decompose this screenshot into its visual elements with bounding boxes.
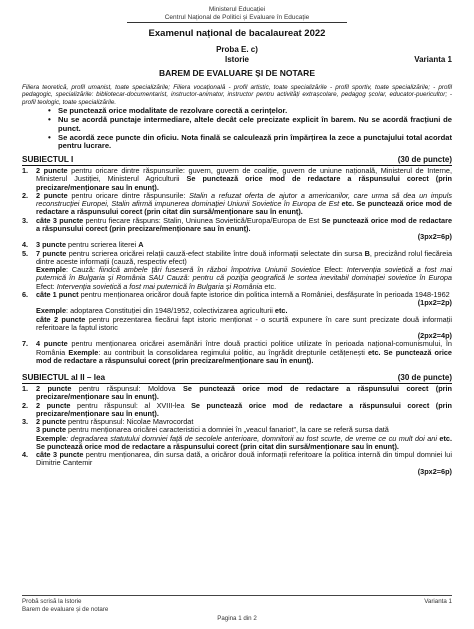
grading-item [22, 340, 452, 365]
item-text: pentru menționarea oricărei caracteristici a domniei în „veacul fanariot”, la care se referă sursa dată [66, 425, 389, 435]
grading-item [22, 418, 452, 451]
points-text: 3 puncte [36, 425, 67, 435]
grading-item [22, 217, 452, 242]
ministry-name: Ministerul Educației [208, 6, 266, 13]
example-text: : au contribuit la consolidarea regimului politic, au îngrădit drepturile cetățenești [98, 347, 368, 357]
item-note: etc. Se punctează orice mod de redactare a răspunsului corect (prin citat din sursă/menționare sau în enunț). [36, 433, 452, 451]
item-text: pentru menționarea oricăror două fapte istorice din politica internă a României, desfășurate în perioada 1948-1962 [78, 289, 450, 299]
footer-varianta: Varianta 1 [424, 598, 452, 605]
item-text: pentru răspunsul: Moldova [71, 384, 183, 394]
item-text: pentru fiecare răspuns: Stalin, Uniunea Sovietică/Europa/Europa de Est [83, 215, 322, 225]
section-2-items [22, 385, 452, 476]
rule-item: • Nu se acordă punctaje intermediare, altele decât cele precizate explicit în barem. Nu se acordă fracțiuni de punct. [48, 116, 452, 134]
section-points: (30 de puncte) [397, 373, 452, 383]
example-etc: etc. [274, 306, 288, 316]
section-1-items [22, 167, 452, 365]
grading-item [22, 167, 452, 192]
item-text: pentru scrierea oricărei relații cauză-efect stabilite între două informații selectate din sursa [66, 248, 365, 258]
item-text: pentru oricare dintre răspunsurile: [67, 190, 190, 200]
item-number: 2. [22, 400, 29, 410]
item-quote: , Stalin afirmă impunerea dominației Uniunii Sovietice în Europa de Est [106, 199, 342, 209]
example-text: etc. [262, 281, 277, 291]
section-header-1 [22, 155, 452, 166]
points-text: câte 2 puncte [36, 314, 86, 324]
example-label: Exemple [36, 306, 67, 316]
item-number: 5. [22, 248, 29, 258]
points-text: câte 3 puncte [36, 450, 84, 460]
page-number: Pagina 1 din 2 [217, 615, 257, 622]
item-number: 4. [22, 450, 29, 460]
proba-row [22, 45, 452, 65]
example-text: : adoptarea Constituției din 1948/1952, colectivizarea agriculturii [66, 306, 275, 316]
points-text: 7 puncte [36, 248, 67, 258]
source-letter: B [364, 248, 370, 258]
center-name: Centrul Național de Politici și Evaluare în Educație [127, 14, 347, 23]
subject-label: Istorie [224, 55, 249, 64]
section-title: SUBIECTUL I [22, 155, 74, 165]
item-answer: A [138, 240, 144, 250]
grading-item [22, 291, 452, 341]
points-text: câte 3 puncte [36, 215, 84, 225]
item-number: 3. [22, 215, 29, 225]
points-formula: (3px2=6p) [417, 466, 452, 476]
barem-title: BAREM DE EVALUARE ȘI DE NOTARE [158, 68, 315, 78]
rules-list [48, 107, 452, 151]
points-text: 2 puncte [36, 190, 68, 200]
proba-label: Proba E. c) [216, 45, 258, 54]
example-label: Exemple [68, 347, 99, 357]
grading-item [22, 385, 452, 402]
points-text: 2 puncte [36, 166, 68, 176]
example-label: Exemple [36, 433, 67, 443]
item-note: etc. Se punctează orice mod de redactare a răspunsului corect (prin citat din sursă/menționare sau în enunț). [36, 199, 452, 217]
example-quote: Intervenția sovietică a fost mai puternică în Bulgaria și România [56, 281, 263, 291]
item-number: 7. [22, 339, 29, 349]
varianta-label: Varianta 1 [414, 55, 452, 64]
points-formula: (2px2=4p) [417, 331, 452, 341]
item-text: pentru prezentarea fiecărui fapt istoric menționat - o scurtă expunere în care sunt precizate două informații referitoare la faptul istoric [36, 314, 452, 332]
item-text: pentru răspunsul: Nicolae Mavrocordat [66, 417, 194, 427]
example-label: Exemple [36, 265, 67, 275]
grading-item [22, 451, 452, 476]
item-note: etc. Se punctează orice mod de redactare a răspunsului corect (prin precizare/menționare sau în enunț). [36, 347, 452, 365]
points-text: 2 puncte [36, 384, 72, 394]
example-text: : Cauză: [66, 265, 99, 275]
example-text: Efect: [36, 281, 57, 291]
item-quote: Stalin a refuzat oferta de ajutor a americanilor, care urma să dea un impuls reconstrucției Europei [36, 190, 452, 209]
item-number: 2. [22, 190, 29, 200]
item-number: 3. [22, 417, 29, 427]
footer-subject: Probă scrisă la Istorie [22, 598, 82, 605]
points-formula: (1px2=2p) [417, 298, 452, 308]
footer-doc-type: Barem de evaluare și de notare [22, 605, 109, 613]
points-text: câte 1 punct [36, 289, 79, 299]
points-text: 4 puncte [36, 339, 68, 349]
item-text: pentru scrierea literei [66, 240, 139, 250]
points-text: 2 puncte [36, 417, 67, 427]
item-note: Se punctează orice mod de redactare a răspunsului corect (prin precizare/menționare sau în enunț). [36, 400, 452, 418]
example-quote: : degradarea statutului domniei față de secolele anterioare, domnitorii au fost scurte, [66, 433, 346, 443]
example-quote: de vreme ce cu mult doi ani [345, 433, 440, 443]
section-title: SUBIECTUL al II – lea [22, 373, 106, 383]
rule-item: • Se punctează orice modalitate de rezolvare corectă a cerințelor. [48, 107, 452, 116]
filiera-intro: Filiera teoretică, profil umanist, toate specializările; Filiera vocațională - profil artistic, toate specializările - profil sportiv, toate specializările; - profil pedagogic, specializările: bibliotecar-documentarist, instructor-animator, instructor pentru activități extrașcolare, pedagog școlar, educator-puericultor; - profil teologic, toate specializările. [22, 84, 452, 106]
item-number: 6. [22, 289, 29, 299]
example-quote: fiindcă ambele țări fuseseră în război împotriva Uniunii Sovietice [98, 265, 321, 275]
item-note: Se punctează orice mod de redactare a răspunsului corect (prin precizare/menționare sau în enunț). [36, 215, 452, 233]
rule-item: • Se acordă zece puncte din oficiu. Nota finală se calculează prin împărțirea la zece a punctajului total acordat pentru lucrare. [48, 134, 452, 152]
item-text: pentru oricare dintre răspunsurile: guvern, guvern de coaliție, guvern de uniune națională, Ministerul de Interne, Ministerul Justiției, Ministerul Agriculturii [36, 166, 452, 184]
item-text: pentru menționarea oricărei asemănări între două practici politice utilizate în perioada național-comunismului, în România [36, 339, 452, 357]
item-text: pentru răspunsul: al XVIII-lea [70, 400, 192, 410]
item-note: Se punctează orice mod de redactare a răspunsului corect (prin precizare/menționare sau în enunț). [36, 384, 452, 402]
item-text: , precizând rolul fiecăreia dintre aceste informații (cauză, respectiv efect) [36, 248, 452, 266]
grading-item [22, 402, 452, 419]
page-footer [22, 595, 452, 623]
example-quote: Intervenția sovietică a fost mai puternică în Bulgaria și România SAU Cauză: pentru că poziția geografică le sortea inevitabil dominației sovietice în Europa [36, 265, 452, 283]
exam-title: Examenul național de bacalaureat 2022 [148, 28, 326, 39]
points-formula: (3px2=6p) [417, 232, 452, 242]
section-points: (30 de puncte) [397, 155, 452, 165]
grading-item [22, 250, 452, 291]
example-text: Efect: [320, 265, 347, 275]
item-note: Se punctează orice mod de redactare a răspunsului corect (prin precizare/menționare sau în enunț). [36, 174, 452, 192]
item-number: 1. [22, 166, 29, 176]
grading-item [22, 192, 452, 217]
section-header-2 [22, 373, 452, 384]
points-text: 3 puncte [36, 240, 67, 250]
item-text: pentru menționarea, din sursa dată, a oricăror două informații referitoare la politica internă din timpul domniei lui Dimitrie Cantemir [36, 450, 452, 468]
points-text: 2 puncte [36, 400, 71, 410]
item-number: 1. [22, 384, 29, 394]
item-number: 4. [22, 240, 29, 250]
